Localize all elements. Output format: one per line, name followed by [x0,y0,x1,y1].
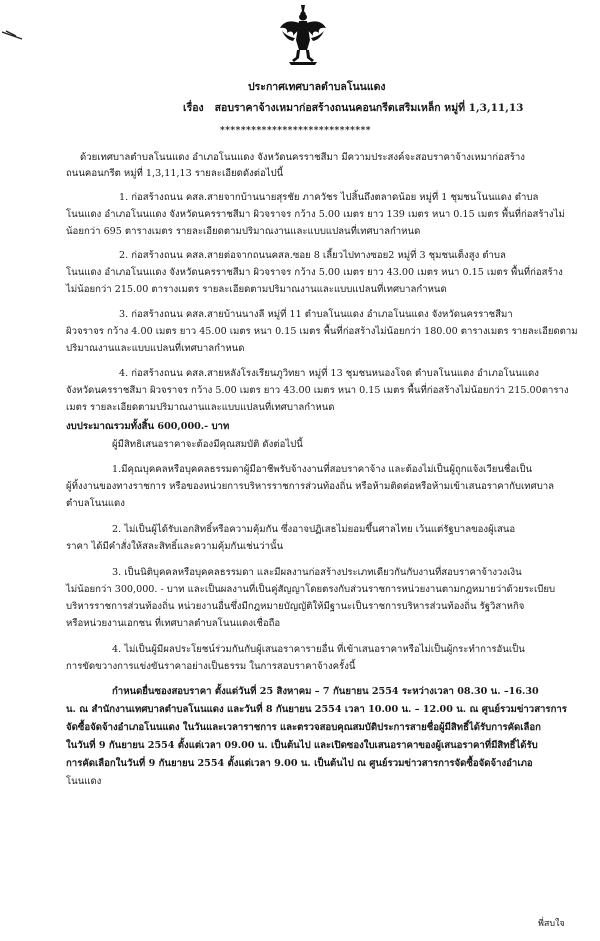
project-1-line-3: น้อยกว่า 695 ตารางเมตร รายละเอียดตามปริมาณงานและแบบแปลนที่เทศบาลกำหนด [66,226,421,237]
schedule-line-5: การคัดเลือกในวันที่ 9 กันยายน 2554 ตั้งแต่เวลา 9.00 น. เป็นต้นไป ณ ศูนย์รวมข่าวสารการจัดซื้อจัดจ้างอำเภอ [66,758,533,769]
subject-line [183,102,524,114]
qualification-4-line-1: 4. ไม่เป็นผู้มีผลประโยชน์ร่วมกันกับผู้เสนอราคารายอื่น ที่เข้าเสนอราคาหรือไม่เป็นผู้กระทำการอันเป็น [112,644,525,655]
qualification-3-line-1: 3. เป็นนิติบุคคลหรือบุคคลธรรมดา และมีผลงานก่อสร้างประเภทเดียวกันกับงานที่สอบราคาจ้างวงเงิน [112,567,522,578]
project-2-line-2: โนนแดง อำเภอโนนแดง จังหวัดนครราชสีมา ผิวจราจร กว้าง 5.00 เมตร ยาว 43.00 เมตร หนา 0.15 เมตร พื้นที่ก่อสร้าง [66,267,563,278]
subject-label: เรื่อง [183,102,204,114]
project-3-line-3: ปริมาณงานและแบบแปลนที่เทศบาลกำหนด [66,343,245,354]
budget-total: งบประมาณรวมทั้งสิ้น 600,000.- บาท [66,421,230,432]
intro-line-1: ด้วยเทศบาลตำบลโนนแดง อำเภอโนนแดง จังหวัดนครราชสีมา มีความประสงค์จะสอบราคาจ้างเหมาก่อสร้าง [80,152,525,163]
project-3-line-1: 3. ก่อสร้างถนน คสล.สายบ้านนางลี หมู่ที่ 11 ตำบลโนนแดง อำเภอโนนแดง จังหวัดนครราชสีมา [119,309,513,320]
garuda-emblem-icon [279,4,327,66]
separator-stars: ***************************** [220,126,371,136]
subject-text: สอบราคาจ้างเหมาก่อสร้างถนนคอนกรีตเสริมเหล็ก หมู่ที่ 1,3,11,13 [214,102,524,114]
qualification-1-line-3: ตำบลโนนแดง [66,498,125,509]
qualification-1-line-1: 1.มีคุณบุคคลหรือบุคคลธรรมดาผู้มีอาชีพรับจ้างงานที่สอบราคาจ้าง และต้องไม่เป็นผู้ถูกแจ้งเวียนชื่อเป็น [112,464,533,475]
qualification-4-line-2: การขัดขวางการแข่งขันราคาอย่างเป็นธรรม ในการสอบราคาจ้างครั้งนี้ [66,661,356,672]
schedule-line-4: ในวันที่ 9 กันยายน 2554 ตั้งแต่เวลา 09.00 น. เป็นต้นไป และเปิดซองใบเสนอราคาของผู้เสนอราคาที่มีสิทธิ์ได้รับ [66,740,538,751]
project-3-line-2: ผิวจราจร กว้าง 4.00 เมตร ยาว 45.00 เมตร หนา 0.15 เมตร พื้นที่ก่อสร้างไม่น้อยกว่า 180.00 ตารางเมตร รายละเอียดตาม [66,326,578,337]
qualification-2-line-2: ราคา ได้มีคำสั่งให้สละสิทธิ์และความคุ้มกันเช่นว่านั้น [66,541,284,552]
qualification-3-line-2: ไม่น้อยกว่า 300,000. - บาท และเป็นผลงานที่เป็นคู่สัญญาโดยตรงกับส่วนราชการหน่วยงานตามกฎหมายว่าด้วยระเบียบ [66,584,556,595]
project-2-line-1: 2. ก่อสร้างถนน คสล.สายต่อจากถนนคสล.ซอย 8 เลี้ยวไปทางซอย2 หมู่ที่ 3 ชุมชนเต็งสูง ตำบล [119,250,506,261]
qualification-3-line-3: บริหารราชการส่วนท้องถิ่น หน่วยงานอื่นซึ่งมีกฎหมายบัญญัติให้มีฐานะเป็นราชการบริหารส่วนท้องถิ่น รัฐวิสาหกิจ [66,601,525,612]
project-1-line-2: โนนแดง อำเภอโนนแดง จังหวัดนครราชสีมา ผิวจราจร กว้าง 5.00 เมตร ยาว 139 เมตร หนา 0.15 เมตร พื้นที่ก่อสร้างไม่ [66,209,565,220]
qualification-2-line-1: 2. ไม่เป็นผู้ได้รับเอกสิทธิ์หรือความคุ้มกัน ซึ่งอาจปฏิเสธไม่ยอมขึ้นศาลไทย เว้นแต่รัฐบาลของผู้เสนอ [112,524,516,535]
schedule-line-3: จัดซื้อจัดจ้างอำเภอโนนแดง ในวันและเวลาราชการ และตรวจสอบคุณสมบัติประการสายชื่อผู้มีสิทธิ์ได้รับการคัดเลือก [66,722,541,733]
project-1-line-1: 1. ก่อสร้างถนน คสล.สายจากบ้านนายสุรชัย ภาควัชร ไปสิ้นถึงตลาดน้อย หมู่ที่ 1 ชุมชนโนนแดง ตำบล [119,192,539,203]
binder-mark-icon [2,30,24,42]
intro-line-2: ถนนคอนกรีต หมู่ที่ 1,3,11,13 รายละเอียดดังต่อไปนี้ [66,168,284,179]
announcement-title: ประกาศเทศบาลตำบลโนนแดง [248,81,386,93]
project-4-line-1: 4. ก่อสร้างถนน คสล.สายหลังโรงเรียนภูวิทยา หมู่ที่ 13 ชุมชนหนองโจด ตำบลโนนแดง อำเภอโนนแดง [119,368,539,379]
qualification-3-line-4: หรือหน่วยงานเอกชน ที่เทศบาลตำบลโนนแดงเชื่อถือ [66,618,281,629]
qualifications-intro: ผู้มีสิทธิเสนอราคาจะต้องมีคุณสมบัติ ดังต่อไปนี้ [112,439,303,450]
schedule-line-2: น. ณ สำนักงานเทศบาลตำบลโนนแดง และวันที่ 8 กันยายน 2554 เวลา 10.00 น. – 12.00 น. ณ ศูนย์รวมข่าวสารการ [66,704,567,715]
project-2-line-3: ไม่น้อยกว่า 215.00 ตารางเมตร รายละเอียดตามปริมาณงานและแบบแปลนที่เทศบาลกำหนด [66,284,447,295]
project-4-line-3: เมตร รายละเอียดตามปริมาณงานและแบบแปลนที่เทศบาลกำหนด [66,402,335,413]
schedule-line-6: โนนแดง [66,776,102,787]
qualification-1-line-2: ผู้ทิ้งงานของทางราชการ หรือของหน่วยการบริหารราชการส่วนท้องถิ่น หรือห้ามติดต่อหรือห้ามเข้าเสนอราคากับเทศบาล [66,481,555,492]
signature-note: พี่สบใจ [538,919,565,929]
schedule-line-1: กำหนดยื่นซองสอบราคา ตั้งแต่วันที่ 25 สิงหาคม – 7 กันยายน 2554 ระหว่างเวลา 08.30 น. –16.30 [112,686,539,697]
project-4-line-2: จังหวัดนครราชสีมา ผิวจราจร กว้าง 5.00 เมตร ยาว 43.00 เมตร หนา 0.15 เมตร พื้นที่ก่อสร้างไม่น้อยกว่า 215.00ตาราง [66,385,569,396]
